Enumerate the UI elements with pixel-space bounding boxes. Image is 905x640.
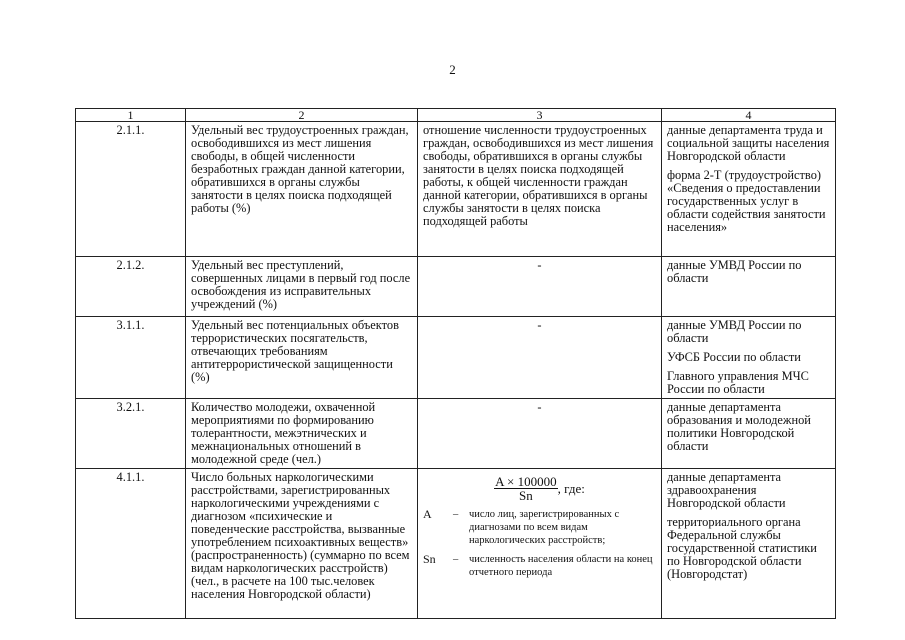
indicator-name: Удельный вес преступлений, совершенных лицами в первый год после освобождения из исправительных учреждений (%) [186, 257, 418, 317]
source-item: данные УМВД России по области [667, 318, 802, 345]
formula-where: , где: [557, 481, 585, 496]
definition-dash: – [453, 554, 459, 565]
data-source [662, 122, 836, 257]
column-header: 3 [418, 109, 662, 122]
indicator-name: Удельный вес потенциальных объектов террористических посягательств, отвечающих требованиям антитеррористической защищенности (%) [186, 317, 418, 399]
calculation-method: отношение численности трудоустроенных граждан, освободившихся из мест лишения свободы, обратившихся в органы службы занятости в целях поиска подходящей работы, к общей численности граждан данной категории, обратившихся в органы службы занятости в целях поиска подходящей работы [418, 122, 662, 257]
data-source [662, 399, 836, 469]
definition-text: число лиц, зарегистрированных с диагнозами по всем видам наркологических расстройств; [469, 509, 620, 546]
definition-text: численность населения области на конец отчетного периода [469, 554, 653, 578]
source-item: данные УМВД России по области [667, 258, 802, 285]
formula-denominator: Sn [519, 488, 533, 503]
source-item: форма 2-Т (трудоустройство) «Сведения о предоставлении государственных услуг в области содействия занятости населения» [667, 168, 826, 234]
data-source [662, 317, 836, 399]
table-row [76, 399, 836, 469]
source-item: данные департамента образования и молодежной политики Новгородской области [667, 400, 811, 453]
definition-symbol: A [423, 507, 432, 521]
calculation-method: - [418, 317, 662, 399]
calculation-method [418, 469, 662, 619]
page-number: 2 [449, 62, 456, 77]
column-header: 1 [76, 109, 186, 122]
indicator-number: 4.1.1. [76, 469, 186, 619]
table-row [76, 122, 836, 257]
calculation-method: - [418, 399, 662, 469]
table-row [76, 469, 836, 619]
formula-definition [423, 553, 656, 579]
table-header-row [76, 109, 836, 122]
indicators-table [75, 108, 836, 619]
indicator-name: Количество молодежи, охваченной мероприятиями по формированию толерантности, межэтнических и межнациональных отношений в молодежной среде (чел.) [186, 399, 418, 469]
source-item: УФСБ России по области [667, 350, 801, 364]
source-item: территориального органа Федеральной службы государственной статистики по Новгородской области (Новгородстат) [667, 515, 817, 581]
formula-definition [423, 508, 656, 547]
column-header: 4 [662, 109, 836, 122]
formula-numerator: A × 100000 [495, 474, 557, 489]
table-row [76, 257, 836, 317]
column-header: 2 [186, 109, 418, 122]
indicator-number: 2.1.1. [76, 122, 186, 257]
indicator-name: Удельный вес трудоустроенных граждан, освободившихся из мест лишения свободы, в общей численности безработных граждан данной категории, обратившихся в органы службы занятости в целях поиска подходящей работы (%) [186, 122, 418, 257]
table-row [76, 317, 836, 399]
data-source [662, 257, 836, 317]
indicator-number: 2.1.2. [76, 257, 186, 317]
source-item: данные департамента труда и социальной защиты населения Новгородской области [667, 123, 830, 163]
indicator-number: 3.1.1. [76, 317, 186, 399]
indicator-number: 3.2.1. [76, 399, 186, 469]
definition-dash: – [453, 509, 459, 520]
source-item: Главного управления МЧС России по области [667, 369, 809, 396]
formula-fraction [494, 475, 558, 502]
calculation-method: - [418, 257, 662, 317]
source-item: данные департамента здравоохранения Новгородской области [667, 470, 786, 510]
indicator-name: Число больных наркологическими расстройствами, зарегистрированных наркологическими учреждениями с диагнозом «психические и поведенческие расстройства, вызванные употреблением психоактивных веществ» (распространенность) (суммарно по всем видам наркологических расстройств) (чел., в расчете на 100 тыс.человек населения Новгородской области) [186, 469, 418, 619]
definition-symbol: Sn [423, 552, 436, 566]
formula [423, 475, 656, 502]
data-source [662, 469, 836, 619]
